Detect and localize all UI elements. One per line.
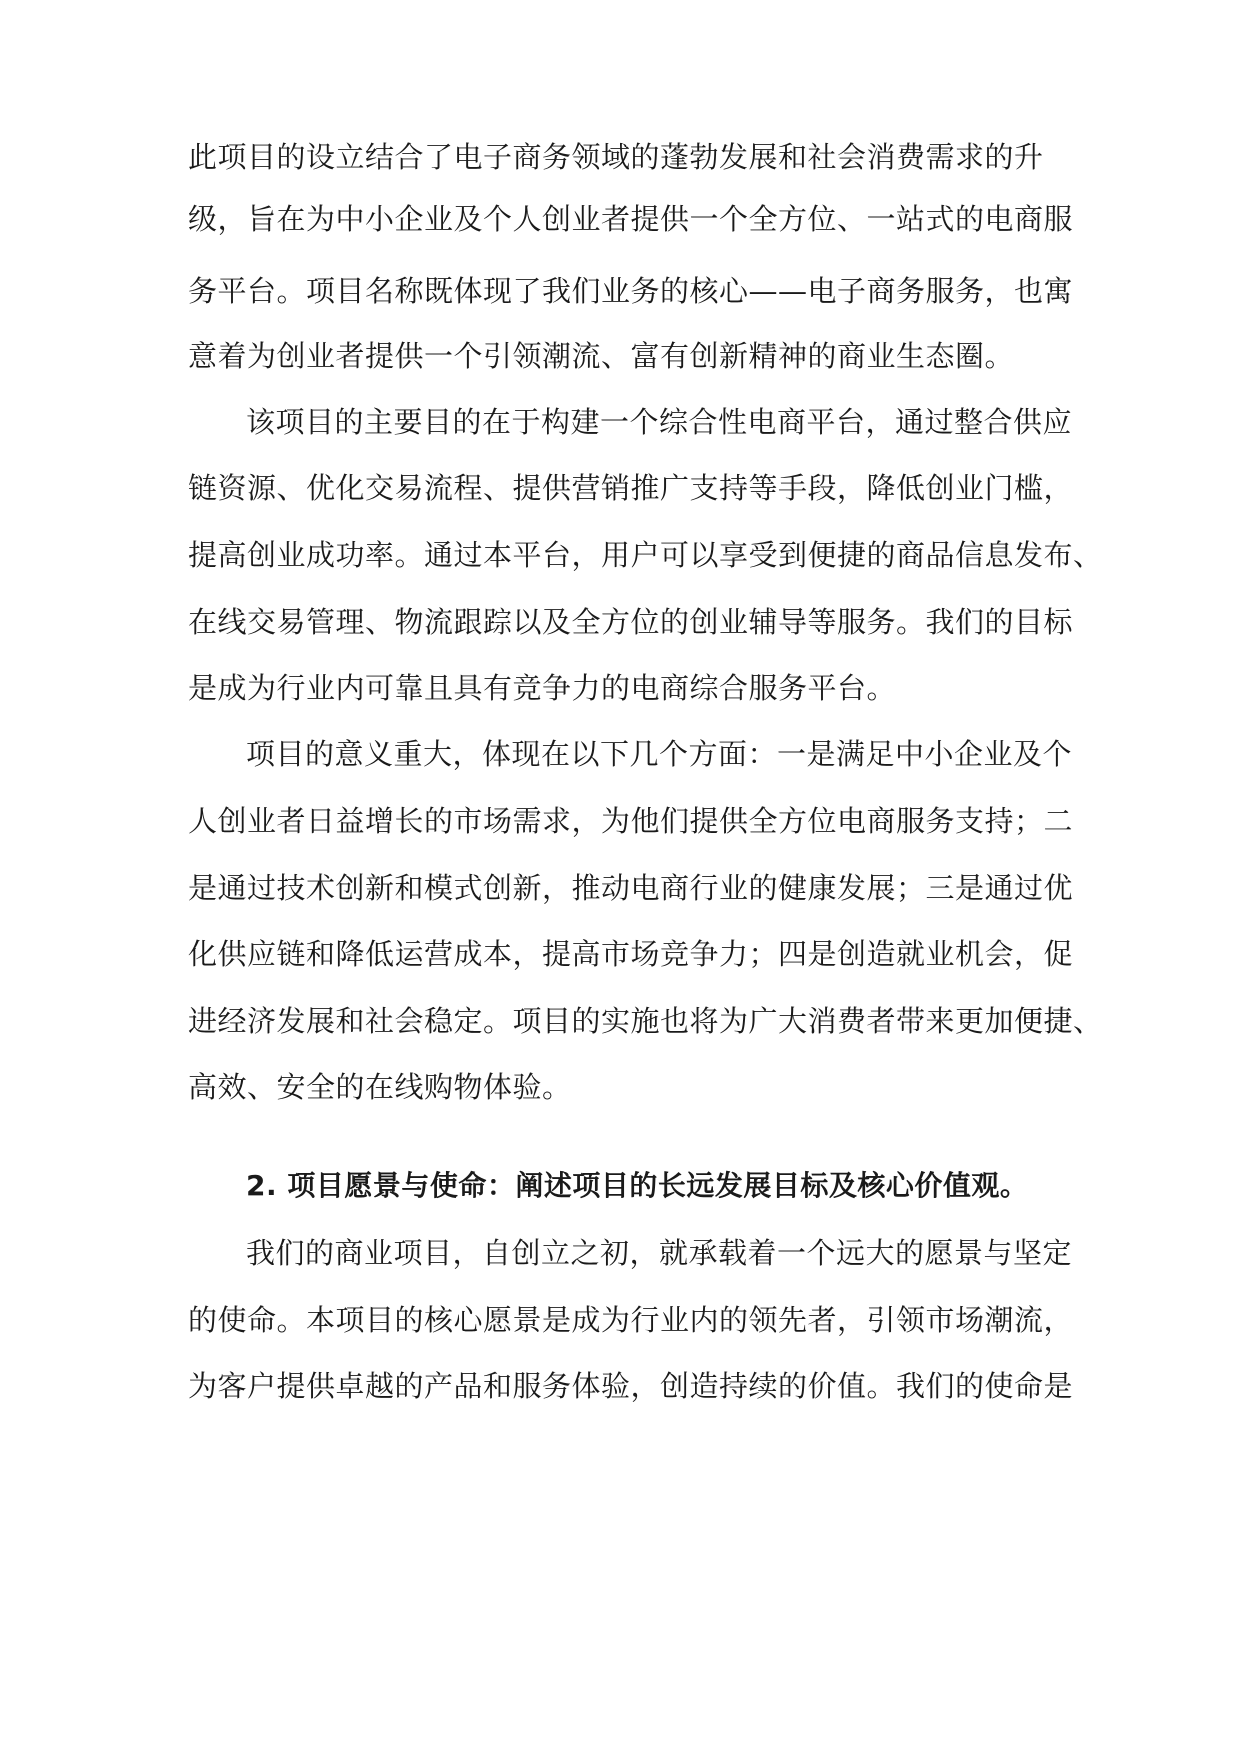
text-line: 在线交易管理、物流跟踪以及全方位的创业辅导等服务。我们的目标 bbox=[188, 605, 1074, 639]
text-line: 高效、安全的在线购物体验。 bbox=[188, 1070, 572, 1104]
text-line: 进经济发展和社会稳定。项目的实施也将为广大消费者带来更加便捷、 bbox=[188, 1004, 1103, 1038]
text-line: 该项目的主要目的在于构建一个综合性电商平台，通过整合供应 bbox=[246, 405, 1073, 439]
text-line: 人创业者日益增长的市场需求，为他们提供全方位电商服务支持；二 bbox=[188, 804, 1074, 838]
text-line: 的使命。本项目的核心愿景是成为行业内的领先者，引领市场潮流， bbox=[188, 1303, 1074, 1337]
text-line: 是通过技术创新和模式创新，推动电商行业的健康发展；三是通过优 bbox=[188, 871, 1074, 905]
section-heading: 2. 项目愿景与使命：阐述项目的长远发展目标及核心价值观。 bbox=[246, 1169, 1029, 1202]
text-line: 务平台。项目名称既体现了我们业务的核心——电子商务服务，也寓 bbox=[188, 274, 1074, 308]
text-line: 提高创业成功率。通过本平台，用户可以享受到便捷的商品信息发布、 bbox=[188, 538, 1103, 572]
text-line: 项目的意义重大，体现在以下几个方面：一是满足中小企业及个 bbox=[246, 737, 1073, 771]
text-line: 我们的商业项目，自创立之初，就承载着一个远大的愿景与坚定 bbox=[246, 1236, 1073, 1270]
text-line: 此项目的设立结合了电子商务领域的蓬勃发展和社会消费需求的升 bbox=[188, 140, 1044, 174]
text-line: 链资源、优化交易流程、提供营销推广支持等手段，降低创业门槛， bbox=[188, 471, 1074, 505]
text-line: 为客户提供卓越的产品和服务体验，创造持续的价值。我们的使命是 bbox=[188, 1369, 1074, 1403]
text-line: 是成为行业内可靠且具有竞争力的电商综合服务平台。 bbox=[188, 671, 897, 705]
text-line: 级，旨在为中小企业及个人创业者提供一个全方位、一站式的电商服 bbox=[188, 202, 1074, 236]
text-line: 意着为创业者提供一个引领潮流、富有创新精神的商业生态圈。 bbox=[188, 339, 1015, 373]
text-line: 化供应链和降低运营成本，提高市场竞争力；四是创造就业机会，促 bbox=[188, 937, 1074, 971]
